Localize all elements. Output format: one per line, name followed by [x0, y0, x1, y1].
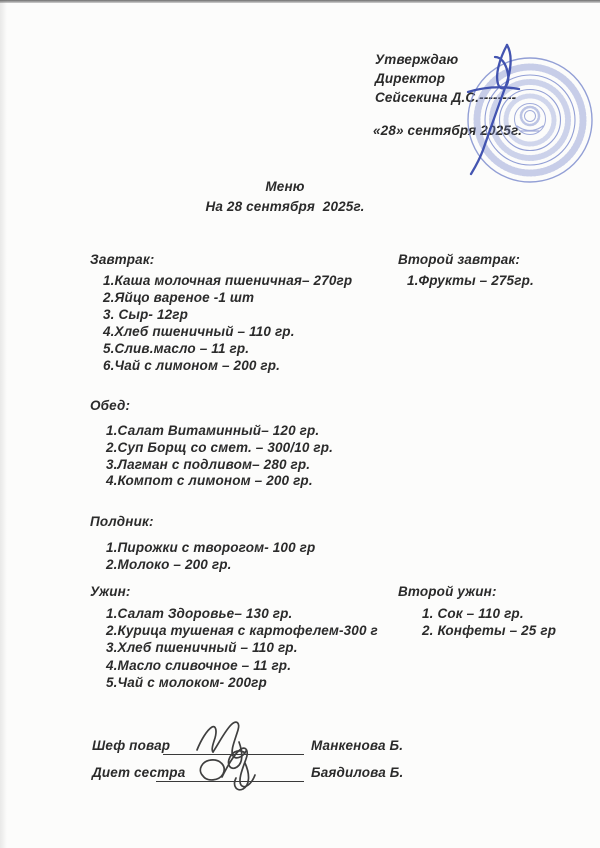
page-title: Меню: [265, 179, 305, 194]
menu-item: 3. Сыр- 12гр: [103, 306, 189, 322]
signature-line: [156, 767, 304, 782]
signer-role-chef: Шеф повар: [92, 738, 171, 753]
round-stamp-icon: [468, 58, 592, 182]
menu-item: 1.Фрукты – 275гр.: [407, 273, 534, 288]
document-title-block: [0, 179, 570, 214]
menu-item: 2.Суп Борщ со смет. – 300/10 гр.: [106, 439, 334, 455]
scan-edge-artifact: [0, 0, 600, 3]
menu-item: 1.Пирожки с творогом- 100 гр: [106, 540, 316, 555]
scan-edge-shadow: [0, 0, 7, 848]
menu-item: 2.Молоко – 200 гр.: [106, 557, 232, 572]
menu-item: 5.Слив.масло – 11 гр.: [103, 340, 250, 356]
section-heading-snack: Полдник:: [90, 514, 154, 529]
section-heading-second-dinner: Второй ужин:: [398, 584, 497, 599]
menu-item: 3.Лагман с подливом– 280 гр.: [106, 456, 311, 472]
menu-item: 1.Салат Здоровье– 130 гр.: [106, 606, 293, 621]
approval-name: Сейсекина Д.С.--------: [375, 90, 517, 105]
menu-item: 1.Салат Витаминный– 120 гр.: [106, 423, 320, 438]
approval-label: Утверждаю: [375, 52, 459, 67]
menu-item: 5.Чай с молоком- 200гр: [106, 674, 267, 690]
approval-date: «28» сентября 2025г.: [373, 123, 523, 138]
menu-item: 4.Хлеб пшеничный – 110 гр.: [103, 323, 295, 339]
director-signature: [468, 45, 519, 174]
signer-name-chef: Манкенова Б.: [311, 738, 404, 753]
breakfast-item-list: [103, 273, 352, 374]
signer-name-dietician: Баядилова Б.: [311, 765, 404, 780]
menu-item: 1. Сок – 110 гр.: [422, 606, 524, 621]
menu-item: 2.Курица тушеная с картофелем-300 г: [106, 623, 378, 639]
menu-item: 6.Чай с лимоном – 200 гр.: [103, 357, 281, 373]
menu-item: 1.Каша молочная пшеничная– 270гр: [103, 273, 353, 288]
second-dinner-item-list: [422, 605, 556, 639]
section-heading-dinner: Ужин:: [90, 584, 131, 599]
approval-role: Директор: [375, 71, 446, 86]
lunch-item-list: [106, 423, 333, 490]
signature-line: [163, 740, 304, 755]
signer-role-dietician: Диет сестра: [92, 765, 186, 780]
second-breakfast-item-list: [407, 273, 534, 290]
section-heading-breakfast: Завтрак:: [90, 252, 155, 267]
page-subtitle: На 28 сентября 2025г.: [205, 199, 365, 214]
section-heading-second-breakfast: Второй завтрак:: [398, 252, 521, 267]
menu-item: 4.Масло сливочное – 11 гр.: [106, 657, 292, 673]
section-heading-lunch: Обед:: [90, 398, 131, 413]
snack-item-list: [106, 539, 315, 573]
menu-item: 3.Хлеб пшеничный – 110 гр.: [106, 640, 298, 656]
menu-item: 4.Компот с лимоном – 200 гр.: [106, 473, 313, 489]
menu-item: 2.Яйцо вареное -1 шт: [103, 289, 255, 305]
menu-item: 2. Конфеты – 25 гр: [422, 623, 557, 639]
dinner-item-list: [106, 605, 378, 691]
